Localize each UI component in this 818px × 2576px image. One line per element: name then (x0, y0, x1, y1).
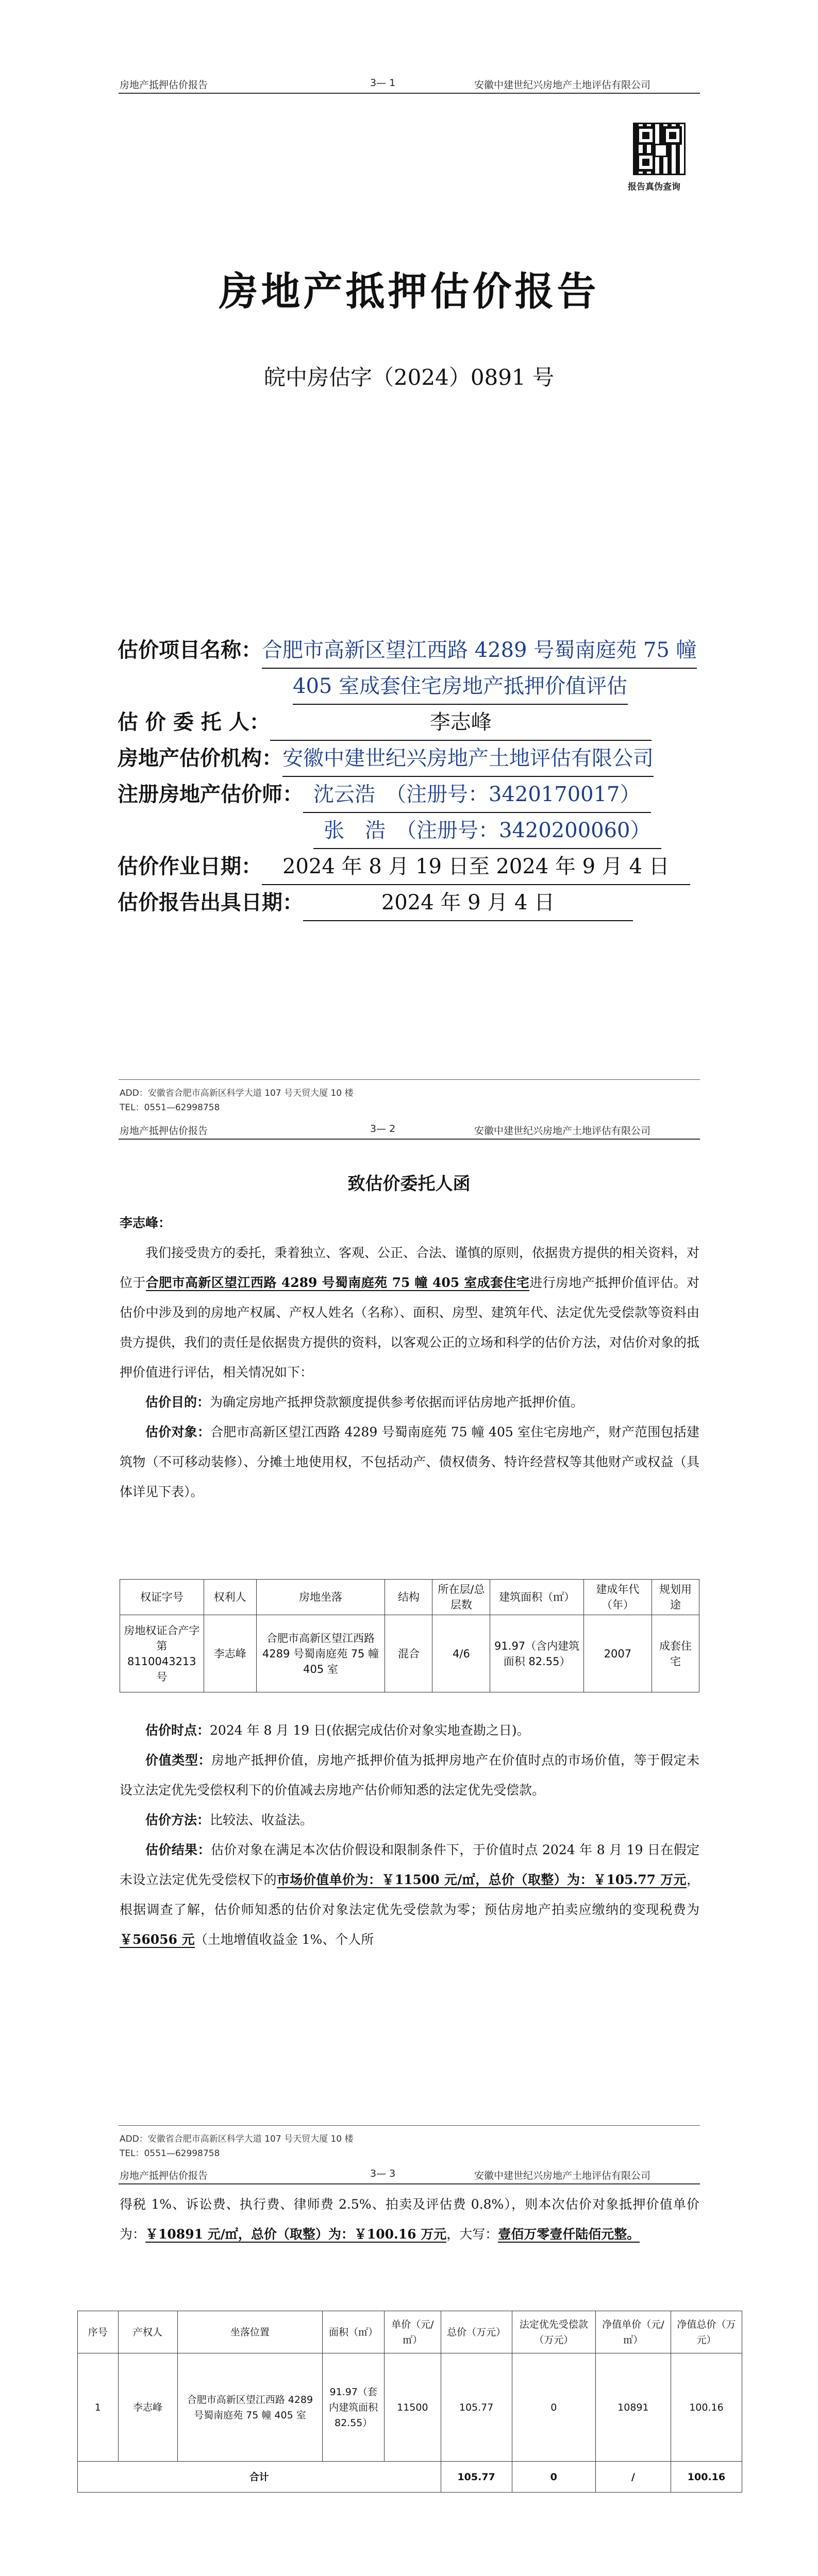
table-header-row (78, 2311, 742, 2353)
table-header-cell: 序号 (78, 2311, 119, 2353)
footer-address: ADD：安徽省合肥市高新区科学大道 107 号天贸大厦 10 楼 (120, 2134, 354, 2144)
table-header-cell: 权证字号 (120, 1580, 204, 1615)
header-rule (119, 93, 700, 94)
table-header-cell: 房地坐落 (256, 1580, 385, 1615)
page-number: 3— 2 (370, 1123, 396, 1134)
agency-label: 房地产估价机构： (118, 746, 282, 770)
result-text-c: ，根据调查了解，估价师知悉的估价对象法定优先受偿款为零；预估房地产拍卖应缴纳的变现税费为 (120, 1872, 699, 1917)
table-header-cell: 单价（元/㎡） (385, 2311, 441, 2353)
header-rule (119, 2183, 700, 2184)
page-header-right: 安徽中建世纪兴房地产土地评估有限公司 (474, 2170, 651, 2181)
report-title: 房地产抵押估价报告 (219, 268, 599, 314)
total-label: 合计 (78, 2462, 441, 2493)
total-cell: 0 (512, 2462, 595, 2493)
table-cell: 李志峰 (118, 2353, 177, 2462)
appraiser-1: 沈云浩 （注册号：3420170017） (303, 777, 651, 813)
footer-tel: TEL：0551—62998758 (120, 1103, 220, 1113)
result-cont-a: 得税 1%、诉讼费、执行费、律师费 2.5%、拍卖及评估费 0.8%），则本次估价对象抵押价值单价为： (120, 2197, 699, 2242)
table-header-cell: 坐落位置 (177, 2311, 323, 2353)
page-number: 3— 3 (370, 2168, 396, 2179)
table-row (120, 1615, 699, 1692)
footer-address: ADD：安徽省合肥市高新区科学大道 107 号天贸大厦 10 楼 (120, 1088, 354, 1098)
method-text: 比较法、收益法。 (210, 1812, 313, 1827)
table-cell: 房地权证合产字第 8110043213 号 (120, 1615, 204, 1692)
table-cell: 4/6 (432, 1615, 490, 1692)
table-cell: 91.97（套内建筑面积 82.55） (323, 2353, 385, 2462)
page-header-right: 安徽中建世纪兴房地产土地评估有限公司 (474, 1125, 651, 1137)
salutation: 李志峰： (120, 1215, 172, 1230)
table-row (78, 2353, 742, 2462)
issue-date-value: 2024 年 9 月 4 日 (303, 885, 633, 921)
footer-rule (119, 2125, 700, 2126)
table-header-cell: 净值单价（元/㎡） (595, 2311, 671, 2353)
table-cell: 1 (78, 2353, 119, 2462)
letter-title: 致估价委托人函 (347, 1174, 471, 1194)
table-cell: 李志峰 (204, 1615, 256, 1692)
cover-info-block (118, 633, 715, 921)
work-date-label: 估价作业日期： (118, 854, 262, 878)
verification-qr-code[interactable] (633, 123, 686, 175)
table-cell: 10891 (595, 2353, 671, 2462)
header-rule (119, 1139, 700, 1140)
result-cont-c: ，大写： (446, 2227, 498, 2242)
method-label: 估价方法： (145, 1812, 210, 1827)
table-cell: 11500 (385, 2353, 441, 2462)
table-header-row (120, 1580, 699, 1615)
amount-in-words: 壹佰万零壹仟陆佰元整。 (498, 2227, 640, 2242)
total-cell: / (595, 2462, 671, 2493)
result-text-e: （土地增值收益金 1%、个人所 (194, 1932, 374, 1947)
table-cell: 0 (512, 2353, 595, 2462)
total-cell: 105.77 (441, 2462, 512, 2493)
time-label: 估价时点： (145, 1723, 210, 1738)
valuation-table (77, 2311, 742, 2493)
project-value-line1: 合肥市高新区望江西路 4289 号蜀南庭苑 75 幢 (262, 633, 697, 669)
table-header-cell: 法定优先受偿款（万元） (512, 2311, 595, 2353)
time-text: 2024 年 8 月 19 日(依据完成估价对象实地查勘之日)。 (210, 1723, 530, 1738)
footer-tel: TEL：0551—62998758 (120, 2148, 220, 2159)
value-type-text: 房地产抵押价值，房地产抵押价值为抵押房地产在价值时点的市场价值，等于假定未设立法定优先受偿权利下的价值减去房地产估价师知悉的法定优先受偿款。 (120, 1753, 699, 1798)
result-label: 估价结果： (145, 1842, 211, 1857)
letter-body (120, 1208, 699, 1507)
footer-rule (119, 1079, 700, 1080)
page-number: 3— 1 (370, 77, 396, 89)
table-header-cell: 结构 (385, 1580, 432, 1615)
table-header-cell: 权利人 (204, 1580, 256, 1615)
purpose-text: 为确定房地产抵押贷款额度提供参考依据而评估房地产抵押价值。 (210, 1395, 584, 1410)
appraiser-2: 张 浩 （注册号：3420200060） (313, 813, 661, 849)
tax-amount: ￥56056 元 (120, 1932, 195, 1947)
page-header-left: 房地产抵押估价报告 (120, 1125, 208, 1137)
work-date-value: 2024 年 8 月 19 日至 2024 年 9 月 4 日 (262, 849, 690, 885)
client-label: 估 价 委 托 人： (118, 710, 270, 734)
total-cell: 100.16 (671, 2462, 742, 2493)
qr-caption: 报告真伪查询 (628, 182, 680, 192)
table-header-cell: 建成年代（年） (583, 1580, 652, 1615)
table-header-cell: 所在层/总层数 (432, 1580, 490, 1615)
intro-text-a: 我们接受贵方的委托，秉着独立、客观、公正、合法、谨慎的原则，依据贵方提供的相关资料，对位于 (120, 1245, 700, 1290)
table-cell: 2007 (583, 1615, 652, 1692)
object-text: 合肥市高新区望江西路 4289 号蜀南庭苑 75 幢 405 室住宅房地产，财产范围包括建筑物（不可移动装修）、分摊土地使用权，不包括动产、债权债务、特许经营权等其他财产或权益（具体详见下表）。 (120, 1425, 699, 1499)
client-value: 李志峰 (270, 705, 652, 741)
table-cell: 合肥市高新区望江西路 4289 号蜀南庭苑 75 幢 405 室 (256, 1615, 385, 1692)
value-type-label: 价值类型： (145, 1753, 212, 1768)
page-header-left: 房地产抵押估价报告 (120, 2170, 208, 2181)
purpose-label: 估价目的： (145, 1395, 210, 1410)
table-cell: 合肥市高新区望江西路 4289 号蜀南庭苑 75 幢 405 室 (177, 2353, 323, 2462)
table-cell: 成套住宅 (652, 1615, 699, 1692)
issue-date-label: 估价报告出具日期： (118, 890, 303, 914)
intro-text-c: 进行房地产抵押价值评估。对估价中涉及到的房地产权属、产权人姓名（名称）、面积、房型、建筑年代、法定优先受偿款等资料由贵方提供，我们的责任是依据贵方提供的资料，以客观公正的立场和科学的估价方法，对估价对象的抵押价值进行评估，相关情况如下： (120, 1275, 700, 1380)
table-header-cell: 净值总价（万元） (671, 2311, 742, 2353)
page-header-right: 安徽中建世纪兴房地产土地评估有限公司 (474, 79, 651, 91)
table-cell: 混合 (385, 1615, 432, 1692)
agency-value: 安徽中建世纪兴房地产土地评估有限公司 (282, 741, 654, 777)
result-continued (120, 2190, 699, 2249)
table-cell: 105.77 (441, 2353, 512, 2462)
property-table (120, 1579, 699, 1692)
intro-property: 合肥市高新区望江西路 4289 号蜀南庭苑 75 幢 405 室成套住宅 (145, 1275, 530, 1290)
appraiser-label: 注册房地产估价师： (118, 782, 303, 806)
project-label: 估价项目名称： (118, 638, 262, 662)
table-cell: 91.97（含内建筑面积 82.55） (490, 1615, 584, 1692)
market-value: 市场价值单价为：￥11500 元/㎡，总价（取整）为：￥105.77 万元 (276, 1872, 687, 1887)
table-header-cell: 规划用途 (652, 1580, 699, 1615)
object-label: 估价对象： (145, 1425, 211, 1439)
project-value-line2: 405 室成套住宅房地产抵押价值评估 (293, 669, 628, 705)
report-number: 皖中房估字（2024）0891 号 (263, 365, 555, 390)
table-header-cell: 产权人 (118, 2311, 177, 2353)
table-total-row (78, 2462, 742, 2493)
letter-body-2 (120, 1716, 699, 1955)
table-header-cell: 总价（万元） (441, 2311, 512, 2353)
table-cell: 100.16 (671, 2353, 742, 2462)
table-header-cell: 面积（㎡） (323, 2311, 385, 2353)
table-header-cell: 建筑面积（㎡） (490, 1580, 584, 1615)
result-text-a: 估价对象在满足本次估价假设和限制条件下，于价值时点 2024 年 8 月 19 日在假定未设立法定优先受偿权下的 (120, 1842, 699, 1887)
page-header-left: 房地产抵押估价报告 (120, 79, 208, 91)
mortgage-value: ￥10891 元/㎡，总价（取整）为：￥100.16 万元 (145, 2227, 447, 2242)
